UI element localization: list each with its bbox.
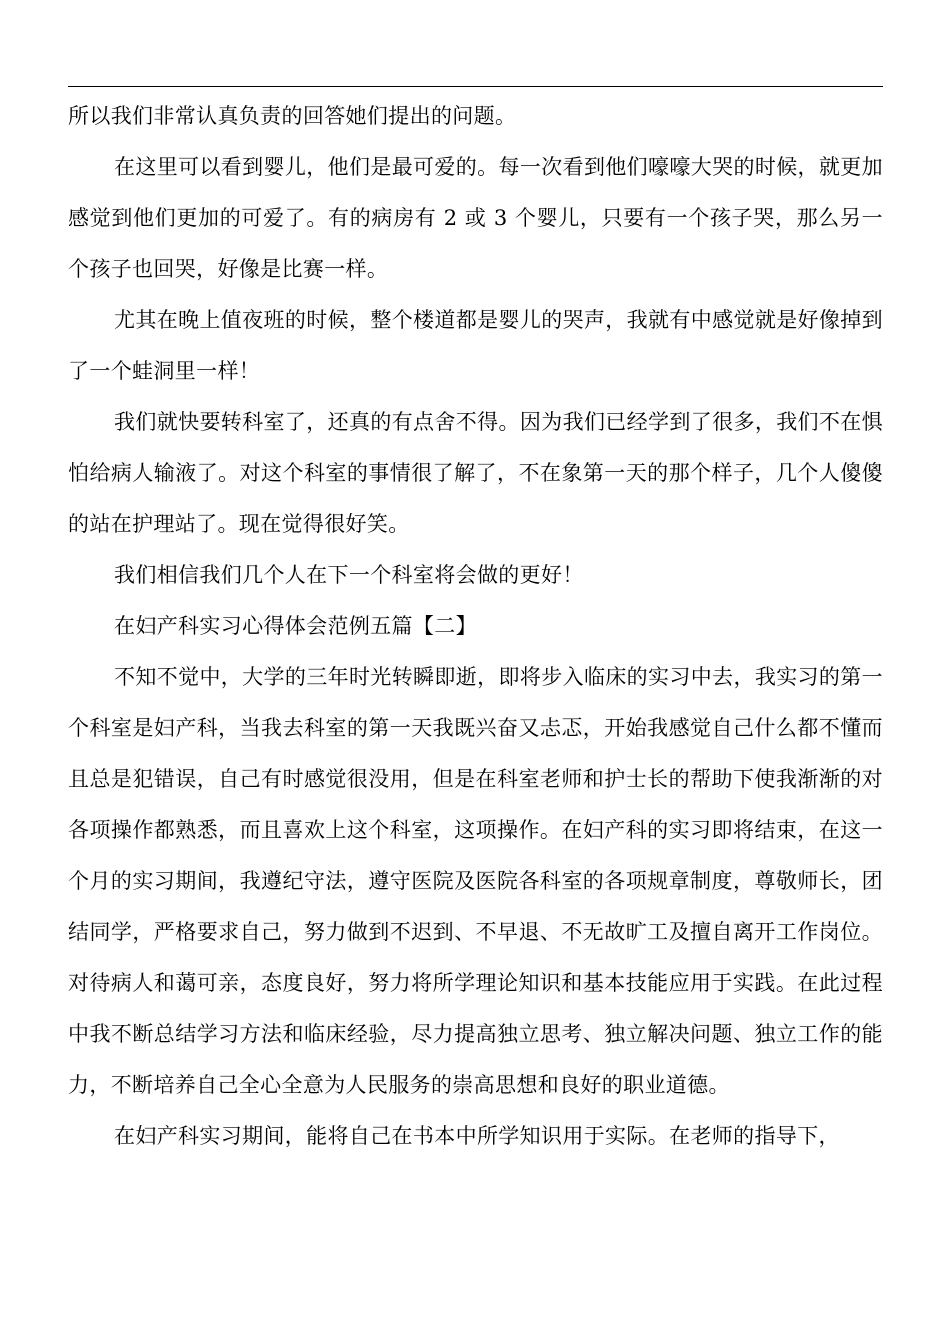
paragraph-3: 尤其在晚上值夜班的时候，整个楼道都是婴儿的哭声，我就有中感觉就是好像掉到了一个蛙洞里一样！ [68, 308, 883, 383]
section-heading: 在妇产科实习心得体会范例五篇【二】 [114, 614, 477, 638]
paragraph-2: 在这里可以看到婴儿，他们是最可爱的。每一次看到他们嚎嚎大哭的时候，就更加感觉到他们更加的可爱了。有的病房有 2 或 3 个婴儿，只要有一个孩子哭，那么另一个孩子也回哭，好像是比赛一样。 [68, 155, 883, 281]
header-rule [68, 86, 883, 87]
paragraph-7: 在妇产科实习期间，能将自己在书本中所学知识用于实际。在老师的指导下， [114, 1124, 840, 1148]
document-body [68, 91, 883, 1162]
paragraph-6: 不知不觉中，大学的三年时光转瞬即逝，即将步入临床的实习中去，我实习的第一个科室是妇产科，当我去科室的第一天我既兴奋又忐忑，开始我感觉自己什么都不懂而且总是犯错误，自己有时感觉很没用，但是在科室老师和护士长的帮助下使我渐渐的对各项操作都熟悉，而且喜欢上这个科室，这项操作。在妇产科的实习即将结束，在这一个月的实习期间，我遵纪守法，遵守医院及医院各科室的各项规章制度，尊敬师长，团结同学，严格要求自己，努力做到不迟到、不早退、不无故旷工及擅自离开工作岗位。对待病人和蔼可亲，态度良好，努力将所学理论知识和基本技能应用于实践。在此过程中我不断总结学习方法和临床经验，尽力提高独立思考、独立解决问题、独立工作的能力，不断培养自己全心全意为人民服务的崇高思想和良好的职业道德。 [68, 665, 883, 1097]
paragraph-4: 我们就快要转科室了，还真的有点舍不得。因为我们已经学到了很多，我们不在惧怕给病人输液了。对这个科室的事情很了解了，不在象第一天的那个样子，几个人傻傻的站在护理站了。现在觉得很好笑。 [68, 410, 883, 536]
paragraph-5: 我们相信我们几个人在下一个科室将会做的更好！ [114, 563, 584, 587]
paragraph-1: 所以我们非常认真负责的回答她们提出的问题。 [68, 104, 517, 128]
